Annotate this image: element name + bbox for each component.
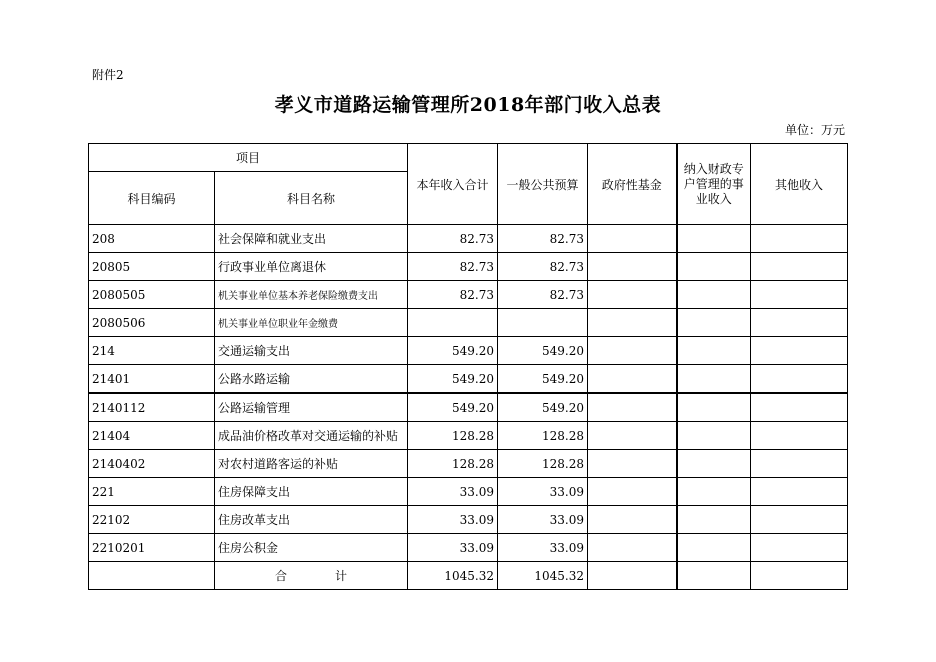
row-name: 行政事业单位离退休	[215, 253, 408, 281]
row-name: 对农村道路客运的补贴	[215, 450, 408, 478]
row-special	[677, 478, 751, 506]
table-row	[89, 337, 848, 365]
table-row	[89, 534, 848, 562]
row-other	[751, 506, 848, 534]
row-code: 21401	[89, 365, 215, 394]
header-special: 纳入财政专户管理的事业收入	[677, 144, 751, 225]
row-other	[751, 450, 848, 478]
row-general: 549.20	[498, 365, 588, 394]
sum-row	[89, 562, 848, 590]
row-fund	[588, 365, 677, 394]
row-special	[677, 534, 751, 562]
row-fund	[588, 253, 677, 281]
header-total: 本年收入合计	[408, 144, 498, 225]
row-code: 20805	[89, 253, 215, 281]
row-name: 机关事业单位职业年金缴费	[215, 309, 408, 337]
row-total: 128.28	[408, 422, 498, 450]
row-special	[677, 337, 751, 365]
row-total: 549.20	[408, 393, 498, 422]
row-special	[677, 393, 751, 422]
sum-general: 1045.32	[498, 562, 588, 590]
table-row	[89, 393, 848, 422]
row-other	[751, 365, 848, 394]
row-fund	[588, 506, 677, 534]
row-name: 公路运输管理	[215, 393, 408, 422]
row-name: 住房公积金	[215, 534, 408, 562]
table-row	[89, 309, 848, 337]
row-special	[677, 225, 751, 253]
row-fund	[588, 393, 677, 422]
row-fund	[588, 225, 677, 253]
row-name: 交通运输支出	[215, 337, 408, 365]
row-general: 82.73	[498, 253, 588, 281]
row-total: 82.73	[408, 253, 498, 281]
row-fund	[588, 337, 677, 365]
row-code: 21404	[89, 422, 215, 450]
row-code: 2210201	[89, 534, 215, 562]
row-total: 33.09	[408, 478, 498, 506]
header-general: 一般公共预算	[498, 144, 588, 225]
row-special	[677, 281, 751, 309]
row-other	[751, 253, 848, 281]
row-other	[751, 422, 848, 450]
header-code: 科目编码	[89, 172, 215, 225]
page-title: 孝义市道路运输管理所2018年部门收入总表	[274, 94, 662, 116]
row-total: 549.20	[408, 365, 498, 394]
row-special	[677, 450, 751, 478]
table-row	[89, 450, 848, 478]
row-general: 33.09	[498, 534, 588, 562]
row-total: 82.73	[408, 225, 498, 253]
table-row	[89, 225, 848, 253]
row-general: 82.73	[498, 225, 588, 253]
row-other	[751, 337, 848, 365]
unit-label: 单位：万元	[784, 123, 845, 137]
row-name: 住房改革支出	[215, 506, 408, 534]
row-name: 公路水路运输	[215, 365, 408, 394]
row-other	[751, 225, 848, 253]
row-code: 208	[89, 225, 215, 253]
row-other	[751, 309, 848, 337]
row-general: 33.09	[498, 478, 588, 506]
row-name: 成品油价格改革对交通运输的补贴	[215, 422, 408, 450]
row-name: 机关事业单位基本养老保险缴费支出	[215, 281, 408, 309]
sum-special	[677, 562, 751, 590]
row-general: 549.20	[498, 337, 588, 365]
row-code: 221	[89, 478, 215, 506]
row-fund	[588, 534, 677, 562]
row-fund	[588, 450, 677, 478]
row-code: 2080506	[89, 309, 215, 337]
row-special	[677, 309, 751, 337]
row-total	[408, 309, 498, 337]
row-name: 住房保障支出	[215, 478, 408, 506]
row-other	[751, 534, 848, 562]
header-name: 科目名称	[215, 172, 408, 225]
header-other: 其他收入	[751, 144, 848, 225]
income-table	[88, 143, 848, 590]
row-special	[677, 422, 751, 450]
row-general: 128.28	[498, 450, 588, 478]
row-fund	[588, 478, 677, 506]
header-fund: 政府性基金	[588, 144, 677, 225]
row-fund	[588, 422, 677, 450]
row-general: 33.09	[498, 506, 588, 534]
row-other	[751, 281, 848, 309]
row-total: 549.20	[408, 337, 498, 365]
attachment-label: 附件2	[92, 68, 124, 82]
row-other	[751, 478, 848, 506]
row-name: 社会保障和就业支出	[215, 225, 408, 253]
row-code: 2080505	[89, 281, 215, 309]
table-row	[89, 506, 848, 534]
sum-other	[751, 562, 848, 590]
row-total: 128.28	[408, 450, 498, 478]
row-special	[677, 253, 751, 281]
table-row	[89, 253, 848, 281]
row-code: 214	[89, 337, 215, 365]
row-general	[498, 309, 588, 337]
row-total: 82.73	[408, 281, 498, 309]
row-special	[677, 506, 751, 534]
header-item: 项目	[89, 144, 408, 172]
table-row	[89, 365, 848, 394]
row-special	[677, 365, 751, 394]
sum-total: 1045.32	[408, 562, 498, 590]
row-total: 33.09	[408, 506, 498, 534]
table-row	[89, 281, 848, 309]
table-row	[89, 478, 848, 506]
sum-fund	[588, 562, 677, 590]
row-code: 2140402	[89, 450, 215, 478]
row-general: 82.73	[498, 281, 588, 309]
sum-label: 合 计	[215, 562, 408, 590]
row-other	[751, 393, 848, 422]
row-code: 22102	[89, 506, 215, 534]
sum-code	[89, 562, 215, 590]
table-row	[89, 422, 848, 450]
row-total: 33.09	[408, 534, 498, 562]
row-general: 549.20	[498, 393, 588, 422]
row-fund	[588, 309, 677, 337]
row-general: 128.28	[498, 422, 588, 450]
row-fund	[588, 281, 677, 309]
row-code: 2140112	[89, 393, 215, 422]
